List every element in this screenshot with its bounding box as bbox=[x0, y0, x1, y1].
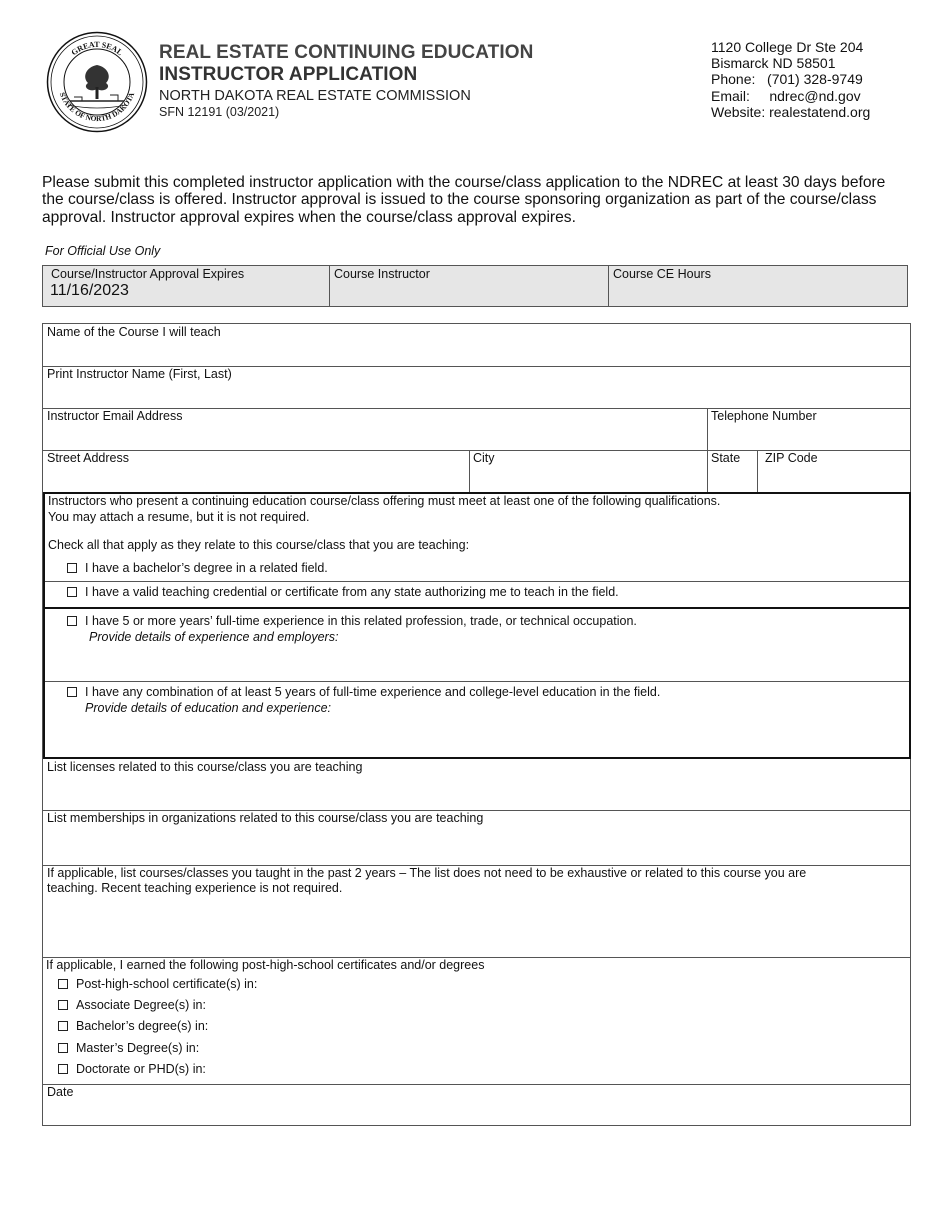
degree-option-label: Associate Degree(s) in: bbox=[76, 998, 206, 1012]
qualifications-section bbox=[43, 492, 911, 759]
city-label: City bbox=[473, 451, 495, 465]
checkbox[interactable] bbox=[67, 616, 77, 626]
qualification-option-label: I have a valid teaching credential or certificate from any state authorizing me to teach in the field. bbox=[85, 585, 619, 599]
licenses-label: List licenses related to this course/class you are teaching bbox=[47, 760, 363, 774]
street-address-label: Street Address bbox=[47, 451, 129, 465]
contact-phone: Phone: (701) 328-9749 bbox=[711, 71, 863, 88]
application-form bbox=[42, 323, 911, 1126]
telephone-field[interactable] bbox=[707, 408, 910, 450]
checkbox[interactable] bbox=[58, 979, 68, 989]
contact-block bbox=[711, 39, 870, 120]
degree-option-master[interactable] bbox=[58, 1041, 199, 1057]
degree-option-doctorate[interactable] bbox=[58, 1062, 206, 1078]
intro-paragraph: Please submit this completed instructor application with the course/class application to the NDREC at least 30 days before the course/class is offered. Instructor approval is issued to the course sponsoring organization as part of the course/class approval. Instructor approval expires when the course/class approval expires. bbox=[42, 174, 886, 226]
contact-address2: Bismarck ND 58501 bbox=[711, 55, 836, 72]
instructor-name-field[interactable] bbox=[43, 366, 910, 408]
street-address-field[interactable] bbox=[43, 450, 469, 492]
checkbox[interactable] bbox=[67, 687, 77, 697]
courses-taught-label-line2: teaching. Recent teaching experience is not required. bbox=[47, 880, 343, 895]
date-label: Date bbox=[47, 1085, 74, 1099]
memberships-label: List memberships in organizations related to this course/class you are teaching bbox=[47, 811, 484, 825]
official-use-label: For Official Use Only bbox=[45, 244, 161, 258]
form-number: SFN 12191 (03/2021) bbox=[159, 105, 280, 119]
qualifications-intro-line2: You may attach a resume, but it is not required. bbox=[48, 510, 310, 524]
svg-text:GREAT SEAL bbox=[70, 40, 125, 57]
zip-code-field[interactable] bbox=[757, 450, 910, 492]
city-field[interactable] bbox=[469, 450, 707, 492]
qualification-option-label: I have 5 or more years’ full-time experience in this related profession, trade, or technical occupation. bbox=[85, 614, 637, 628]
contact-email: Email: ndrec@nd.gov bbox=[711, 87, 861, 104]
checkbox[interactable] bbox=[67, 563, 77, 573]
form-title-line1: REAL ESTATE CONTINUING EDUCATION bbox=[159, 42, 534, 63]
contact-website: Website: realestatend.org bbox=[711, 103, 871, 120]
checkbox[interactable] bbox=[58, 1000, 68, 1010]
degree-option-label: Doctorate or PHD(s) in: bbox=[76, 1062, 206, 1076]
instructor-name-label: Print Instructor Name (First, Last) bbox=[47, 367, 232, 381]
seal-text-top: GREAT SEAL bbox=[69, 39, 125, 58]
course-ce-hours-cell[interactable] bbox=[609, 266, 907, 306]
state-label: State bbox=[711, 451, 741, 465]
checkbox[interactable] bbox=[58, 1021, 68, 1031]
degrees-intro: If applicable, I earned the following post-high-school certificates and/or degrees bbox=[46, 958, 485, 972]
zip-code-label: ZIP Code bbox=[765, 451, 818, 465]
divider bbox=[45, 607, 909, 609]
checkbox[interactable] bbox=[58, 1043, 68, 1053]
agency-name: NORTH DAKOTA REAL ESTATE COMMISSION bbox=[159, 88, 471, 104]
north-dakota-seal bbox=[46, 31, 148, 133]
telephone-label: Telephone Number bbox=[711, 409, 817, 423]
qualification-option-label: I have any combination of at least 5 years of full-time experience and college-level education in the field. bbox=[85, 685, 661, 699]
qualifications-intro-line1: Instructors who present a continuing education course/class offering must meet at least one of the following qualifications. bbox=[48, 494, 721, 508]
course-instructor-cell[interactable] bbox=[330, 266, 609, 306]
form-title-line2: INSTRUCTOR APPLICATION bbox=[159, 64, 418, 85]
experience-details-prompt: Provide details of experience and employers: bbox=[89, 630, 339, 644]
date-field[interactable] bbox=[43, 1084, 910, 1125]
degree-option-certificate[interactable] bbox=[58, 977, 257, 993]
approval-expires-label: Course/Instructor Approval Expires bbox=[51, 267, 245, 281]
qualification-option-combination[interactable] bbox=[67, 685, 660, 701]
degree-option-label: Post-high-school certificate(s) in: bbox=[76, 977, 258, 991]
qualification-option-experience[interactable] bbox=[67, 614, 637, 630]
courses-taught-field[interactable] bbox=[43, 865, 910, 957]
qualification-option-bachelors[interactable] bbox=[67, 561, 328, 577]
approval-expires-cell bbox=[43, 266, 330, 306]
seal-text-bottom: STATE OF NORTH DAKOTA bbox=[57, 91, 137, 124]
divider bbox=[45, 581, 909, 582]
checkbox[interactable] bbox=[58, 1064, 68, 1074]
course-instructor-label: Course Instructor bbox=[334, 267, 430, 281]
degree-option-label: Bachelor’s degree(s) in: bbox=[76, 1019, 209, 1033]
qualification-option-credential[interactable] bbox=[67, 585, 619, 601]
education-details-prompt: Provide details of education and experience: bbox=[85, 701, 331, 715]
official-use-table bbox=[42, 265, 908, 307]
instructor-email-field[interactable] bbox=[43, 408, 707, 450]
degree-option-associate[interactable] bbox=[58, 998, 206, 1014]
course-ce-hours-label: Course CE Hours bbox=[613, 267, 711, 281]
approval-expires-value[interactable]: 11/16/2023 bbox=[50, 282, 129, 299]
courses-taught-label-line1: If applicable, list courses/classes you taught in the past 2 years – The list does not need to be exhaustive or related to this course you are bbox=[47, 866, 807, 880]
instructor-email-label: Instructor Email Address bbox=[47, 409, 183, 423]
state-field[interactable] bbox=[707, 450, 757, 492]
qualification-option-label: I have a bachelor’s degree in a related field. bbox=[85, 561, 328, 575]
degree-option-label: Master’s Degree(s) in: bbox=[76, 1041, 200, 1055]
course-name-label: Name of the Course I will teach bbox=[47, 325, 221, 339]
licenses-field[interactable] bbox=[43, 759, 910, 810]
memberships-field[interactable] bbox=[43, 810, 910, 865]
contact-address1: 1120 College Dr Ste 204 bbox=[711, 39, 864, 55]
degree-option-bachelor[interactable] bbox=[58, 1019, 208, 1035]
divider bbox=[45, 681, 909, 682]
qualifications-check-all: Check all that apply as they relate to this course/class that you are teaching: bbox=[48, 538, 470, 552]
course-name-field[interactable] bbox=[43, 324, 910, 366]
checkbox[interactable] bbox=[67, 587, 77, 597]
